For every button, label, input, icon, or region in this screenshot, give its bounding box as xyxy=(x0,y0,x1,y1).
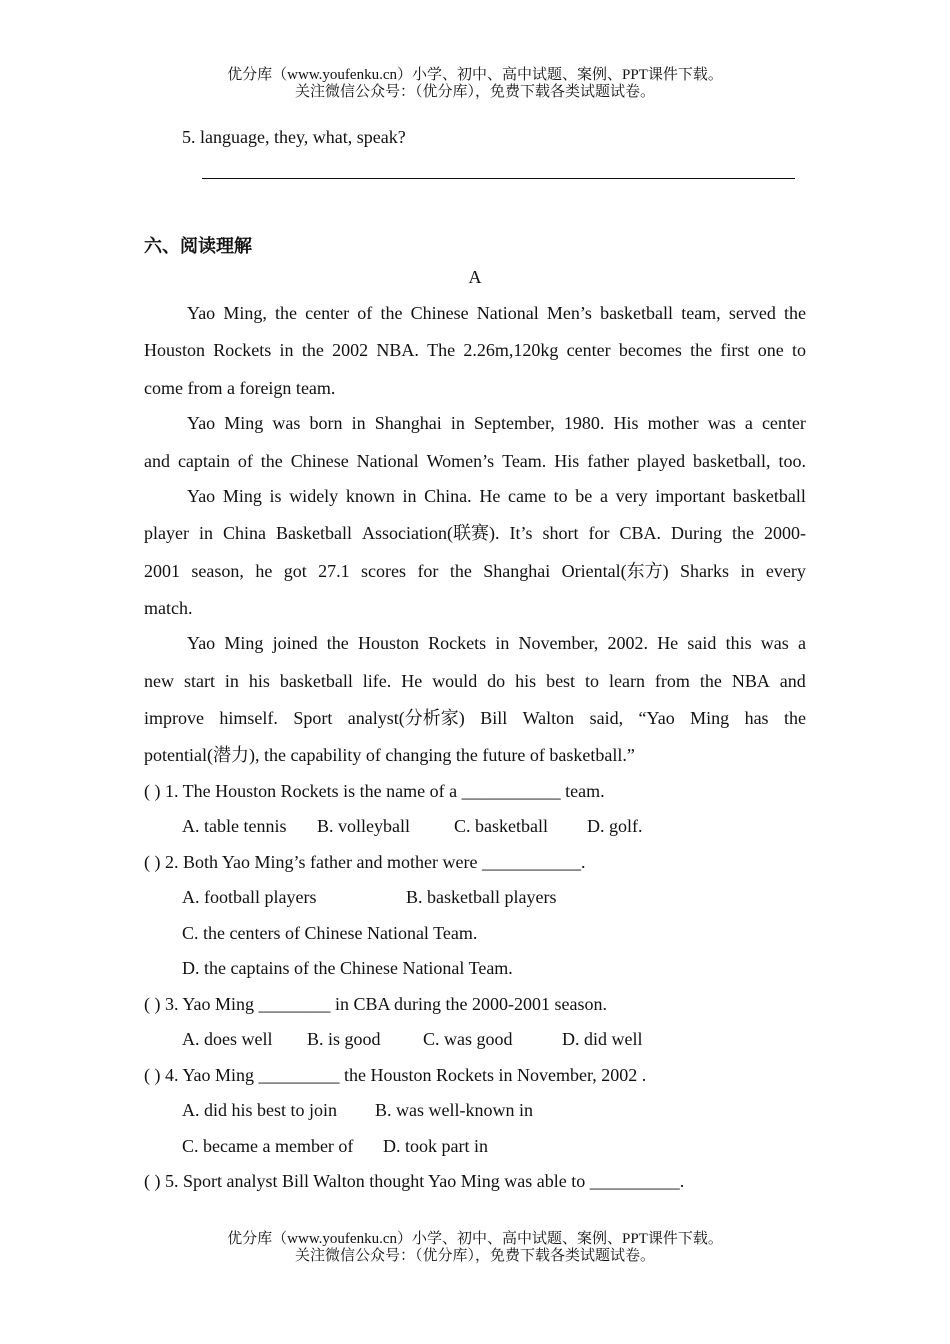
page-footer xyxy=(0,1231,950,1265)
question-2-option-d: D. the captains of the Chinese National Team. xyxy=(182,958,513,978)
question-3-stem: ( ) 3. Yao Ming ________ in CBA during the 2000-2001 season. xyxy=(144,994,607,1014)
question-4-option-c: C. became a member of xyxy=(182,1136,354,1156)
question-5-sentence: 5. language, they, what, speak? xyxy=(182,127,406,147)
question-2-stem: ( ) 2. Both Yao Ming’s father and mother were ___________. xyxy=(144,852,586,872)
passage-p1-line3: come from a foreign team. xyxy=(144,378,336,398)
passage-p3-line1: Yao Ming is widely known in China. He came to be a very important basketball xyxy=(187,486,806,506)
question-1-stem: ( ) 1. The Houston Rockets is the name of a ___________ team. xyxy=(144,781,605,801)
question-1-option-d: D. golf. xyxy=(587,816,643,836)
header-line-2: 关注微信公众号：（优分库），免费下载各类试题试卷。 xyxy=(294,84,655,100)
header-line-1: 优分库（www.youfenku.cn）小学、初中、高中试题、案例、PPT课件下载。 xyxy=(227,67,723,83)
question-3-option-d: D. did well xyxy=(562,1029,643,1049)
question-1-option-b: B. volleyball xyxy=(317,816,410,836)
page-header xyxy=(0,67,950,101)
passage-p3-line3: 2001 season, he got 27.1 scores for the Shanghai Oriental(东方) Sharks in every xyxy=(144,561,806,581)
question-2-option-a: A. football players xyxy=(182,887,317,907)
question-5-stem: ( ) 5. Sport analyst Bill Walton thought Yao Ming was able to __________. xyxy=(144,1171,685,1191)
question-3-option-a: A. does well xyxy=(182,1029,273,1049)
footer-line-2: 关注微信公众号：（优分库），免费下载各类试题试卷。 xyxy=(294,1248,655,1264)
passage-p2-line2: and captain of the Chinese National Women’s Team. His father played basketball, too. xyxy=(144,451,806,471)
passage-p1-line1: Yao Ming, the center of the Chinese National Men’s basketball team, served the xyxy=(187,303,806,323)
section-title: 六、阅读理解 xyxy=(144,236,252,257)
question-4-option-d: D. took part in xyxy=(383,1136,488,1156)
answer-blank-line xyxy=(202,178,795,179)
question-4-option-a: A. did his best to join xyxy=(182,1100,338,1120)
passage-p1-line2: Houston Rockets in the 2002 NBA. The 2.26m,120kg center becomes the first one to xyxy=(144,340,806,360)
passage-label: A xyxy=(468,267,482,287)
question-4-option-b: B. was well-known in xyxy=(375,1100,533,1120)
passage-p4-line4: potential(潜力), the capability of changing the future of basketball.” xyxy=(144,745,635,765)
passage-p4-line3: improve himself. Sport analyst(分析家) Bill Walton said, “Yao Ming has the xyxy=(144,708,806,728)
question-1-option-c: C. basketball xyxy=(454,816,548,836)
question-3-option-b: B. is good xyxy=(307,1029,381,1049)
question-2-option-b: B. basketball players xyxy=(406,887,557,907)
passage-p4-line1: Yao Ming joined the Houston Rockets in November, 2002. He said this was a xyxy=(187,633,806,653)
passage-p2-line1: Yao Ming was born in Shanghai in September, 1980. His mother was a center xyxy=(187,413,806,433)
passage-p4-line2: new start in his basketball life. He would do his best to learn from the NBA and xyxy=(144,671,806,691)
question-1-option-a: A. table tennis xyxy=(182,816,287,836)
passage-p3-line4: match. xyxy=(144,598,193,618)
question-3-option-c: C. was good xyxy=(423,1029,513,1049)
question-2-option-c: C. the centers of Chinese National Team. xyxy=(182,923,478,943)
passage-p3-line2: player in China Basketball Association(联赛). It’s short for CBA. During the 2000- xyxy=(144,523,806,543)
footer-line-1: 优分库（www.youfenku.cn）小学、初中、高中试题、案例、PPT课件下载。 xyxy=(227,1231,723,1247)
question-4-stem: ( ) 4. Yao Ming _________ the Houston Rockets in November, 2002 . xyxy=(144,1065,647,1085)
